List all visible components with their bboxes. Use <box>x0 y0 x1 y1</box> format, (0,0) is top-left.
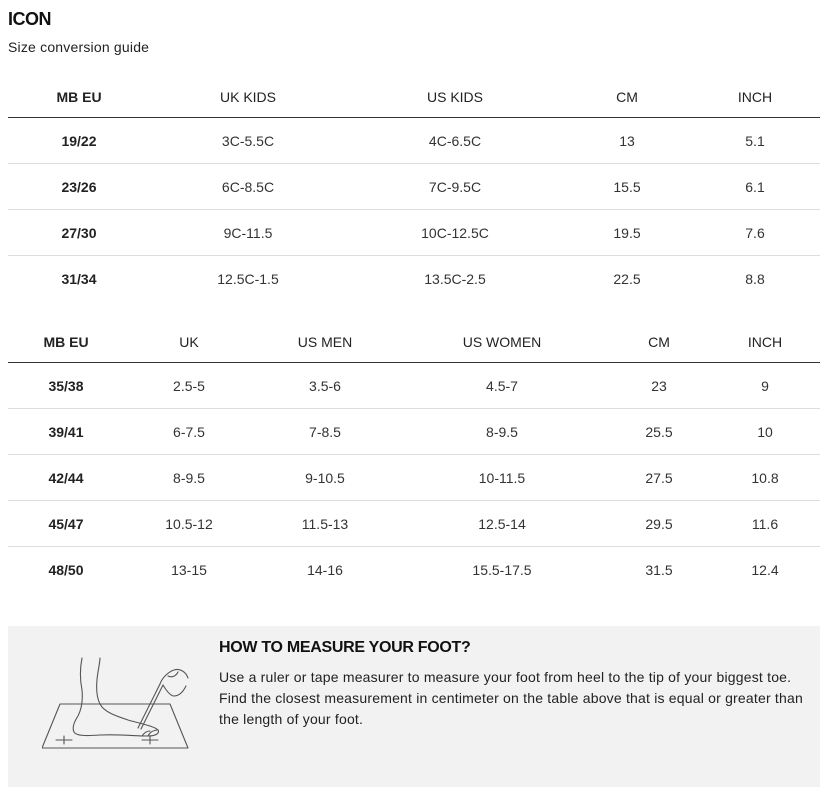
column-header: INCH <box>710 322 820 363</box>
table-row <box>8 210 820 256</box>
table-row <box>8 409 820 455</box>
table-cell: 15.5-17.5 <box>472 561 532 578</box>
table-header-row <box>8 322 820 363</box>
table-cell: 14-16 <box>307 561 343 578</box>
column-header: CM <box>608 322 710 363</box>
table-row <box>8 455 820 501</box>
table-row <box>8 118 820 164</box>
table-cell: 10.5-12 <box>124 501 254 547</box>
table-cell: 42/44 <box>8 455 124 501</box>
table-cell: 3C-5.5C <box>150 118 346 164</box>
table-cell: 13 <box>564 118 690 164</box>
table-cell: 29.5 <box>608 501 710 547</box>
table-cell: 10.8 <box>710 455 820 501</box>
measure-instruction-2: Find the closest measurement in centimeter on the table above that is equal or greater than the length of your foot. <box>219 690 803 727</box>
table-row <box>8 164 820 210</box>
table-cell: 10C-12.5C <box>346 210 564 256</box>
column-header: MB EU <box>8 77 150 118</box>
adult-size-table <box>8 322 820 592</box>
table-cell: 27/30 <box>8 210 150 256</box>
table-cell: 5.1 <box>690 118 820 164</box>
measure-instructions <box>219 667 809 730</box>
column-header: US WOMEN <box>396 322 608 363</box>
table-row <box>8 501 820 547</box>
measure-heading: HOW TO MEASURE YOUR FOOT? <box>219 639 471 656</box>
table-cell: 13.5C-2.5 <box>424 270 486 287</box>
table-cell: 19.5 <box>564 210 690 256</box>
table-cell: 15.5 <box>564 164 690 210</box>
table-cell: 6C-8.5C <box>150 164 346 210</box>
table-cell: 7C-9.5C <box>346 164 564 210</box>
table-cell: 23/26 <box>8 164 150 210</box>
table-cell: 6.1 <box>690 164 820 210</box>
table-row <box>8 363 820 409</box>
table-cell: 31/34 <box>61 270 97 287</box>
table-cell: 12.5C-1.5 <box>217 270 279 287</box>
page-subtitle: Size conversion guide <box>8 39 150 55</box>
column-header: UK <box>124 322 254 363</box>
table-cell: 8-9.5 <box>124 455 254 501</box>
table-cell: 4.5-7 <box>396 363 608 409</box>
table-cell: 10-11.5 <box>396 455 608 501</box>
column-header: US KIDS <box>346 77 564 118</box>
table-cell: 9-10.5 <box>254 455 396 501</box>
table-cell: 13-15 <box>171 561 207 578</box>
table-cell: 48/50 <box>48 561 84 578</box>
table-cell: 25.5 <box>608 409 710 455</box>
table-cell: 7.6 <box>690 210 820 256</box>
column-header: CM <box>564 77 690 118</box>
table-cell: 8-9.5 <box>396 409 608 455</box>
table-row <box>8 256 820 302</box>
measure-instruction-1: Use a ruler or tape measurer to measure your foot from heel to the tip of your biggest toe. <box>219 669 792 685</box>
table-cell: 2.5-5 <box>124 363 254 409</box>
table-cell: 6-7.5 <box>124 409 254 455</box>
table-cell: 27.5 <box>608 455 710 501</box>
table-cell: 4C-6.5C <box>346 118 564 164</box>
measure-instructions-panel <box>8 626 820 787</box>
table-cell: 7-8.5 <box>254 409 396 455</box>
table-cell: 39/41 <box>8 409 124 455</box>
table-cell: 19/22 <box>8 118 150 164</box>
table-cell: 3.5-6 <box>254 363 396 409</box>
table-cell: 8.8 <box>745 270 765 287</box>
page-title: ICON <box>8 9 51 29</box>
table-cell: 11.6 <box>710 501 820 547</box>
table-cell: 10 <box>710 409 820 455</box>
table-cell: 31.5 <box>645 561 673 578</box>
table-cell: 12.4 <box>751 561 779 578</box>
table-cell: 22.5 <box>613 270 641 287</box>
table-cell: 11.5-13 <box>254 501 396 547</box>
table-cell: 9 <box>710 363 820 409</box>
table-row <box>8 547 820 593</box>
table-cell: 9C-11.5 <box>150 210 346 256</box>
column-header: MB EU <box>8 322 124 363</box>
table-cell: 45/47 <box>8 501 124 547</box>
table-cell: 12.5-14 <box>396 501 608 547</box>
column-header: US MEN <box>254 322 396 363</box>
table-header-row <box>8 77 820 118</box>
column-header: INCH <box>690 77 820 118</box>
foot-measure-icon <box>42 656 190 757</box>
column-header: UK KIDS <box>150 77 346 118</box>
kids-size-table <box>8 77 820 301</box>
table-cell: 23 <box>608 363 710 409</box>
table-cell: 35/38 <box>8 363 124 409</box>
